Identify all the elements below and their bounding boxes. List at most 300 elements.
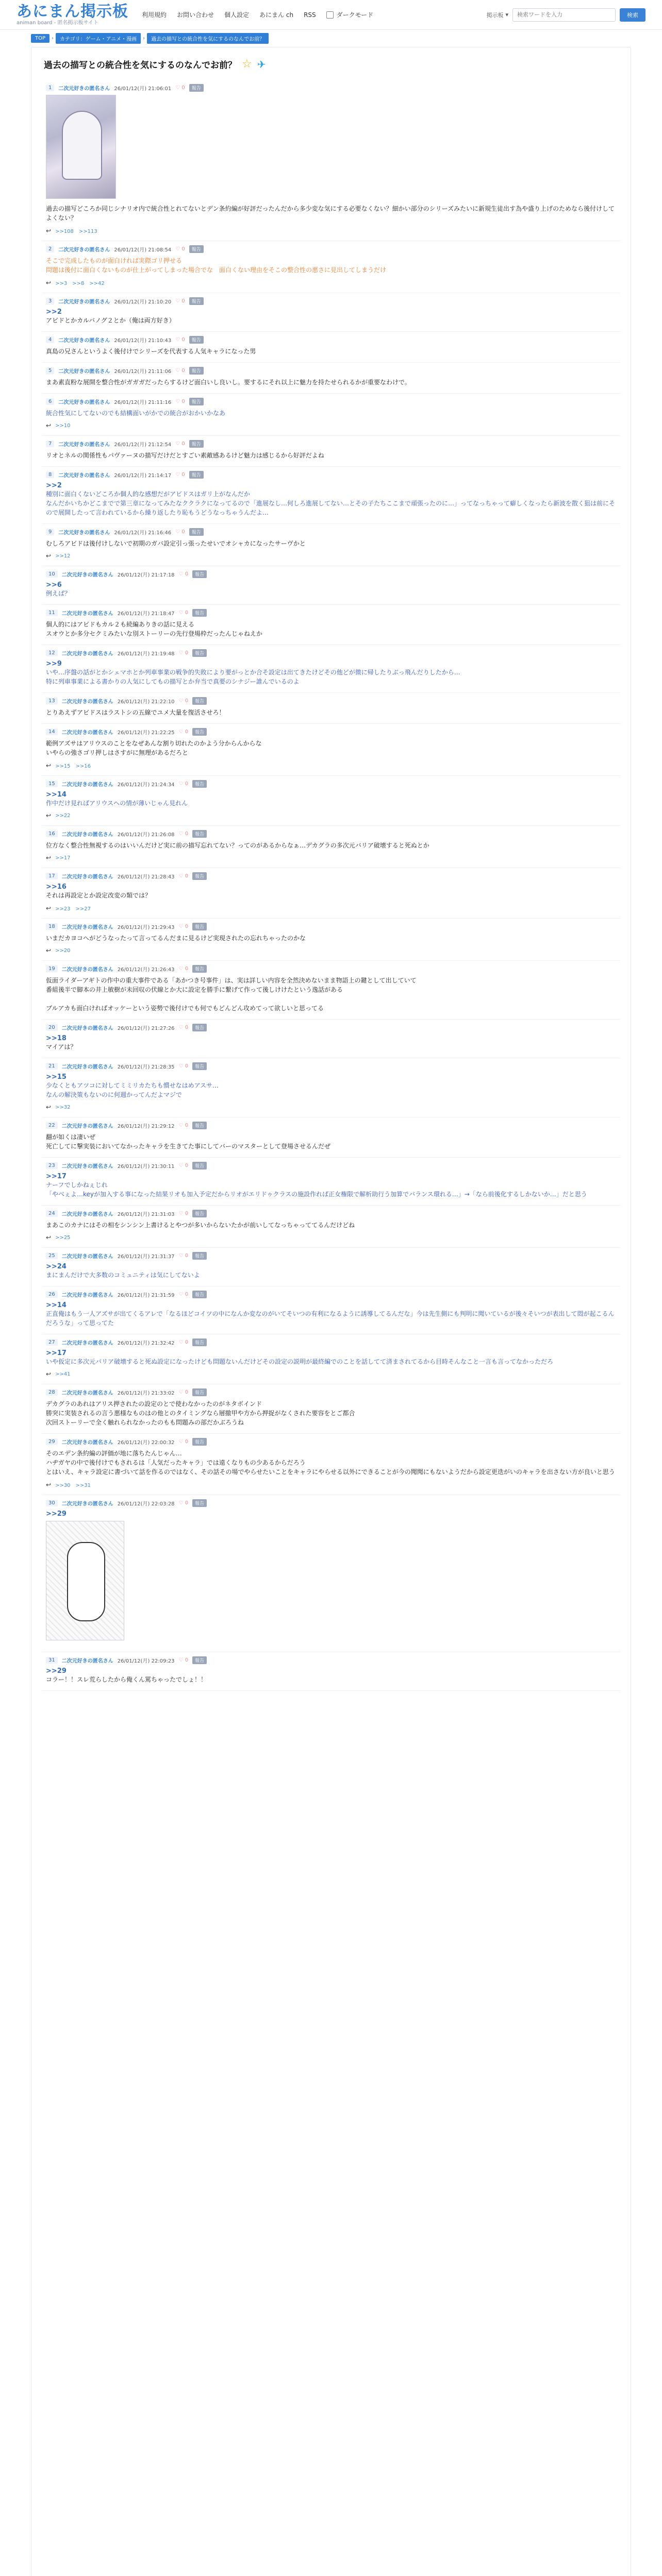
post-body: まあこのカナにはその相をシンシン上書けるとやつが多いからないたかが前いしてなっちゃっててるんだけどね: [46, 1222, 355, 1229]
like-count: 0: [185, 831, 189, 837]
reply-refs: [46, 812, 616, 819]
poster-name: 二次元好きの匿名さん: [61, 1254, 113, 1260]
reply-icon: ↩: [46, 1104, 52, 1111]
post-date: 26/01/12(月) 21:10:43: [114, 338, 172, 344]
like-count: 0: [181, 368, 185, 374]
reply-refs: [46, 279, 616, 286]
report-button[interactable]: 報告: [192, 609, 207, 617]
like-count: 0: [185, 1063, 189, 1069]
post: [42, 467, 620, 524]
reply-icon: ↩: [46, 761, 52, 769]
reply-refs: [46, 904, 616, 912]
post-meta: [46, 245, 616, 253]
report-button[interactable]: 報告: [189, 336, 204, 344]
report-button[interactable]: 報告: [189, 440, 204, 448]
like-button[interactable]: ♡ 0: [178, 729, 189, 735]
reply-links[interactable]: >>41: [55, 1371, 71, 1377]
post-meta: [46, 528, 616, 536]
post-list: [42, 80, 620, 1691]
like-button[interactable]: ♡ 0: [175, 246, 185, 252]
report-button[interactable]: 報告: [192, 697, 207, 705]
post-number[interactable]: 26: [46, 1291, 58, 1298]
reply-anchor[interactable]: >>14: [46, 791, 67, 799]
reply-anchor[interactable]: >>2: [46, 482, 62, 489]
post-meta: [46, 1122, 616, 1129]
post-date: 26/01/12(月) 21:28:35: [117, 1064, 175, 1070]
post-meta: [46, 336, 616, 344]
reply-links[interactable]: >>22: [55, 812, 71, 819]
post-number[interactable]: 8: [46, 471, 54, 478]
reply-links[interactable]: >>32: [55, 1104, 71, 1110]
report-button[interactable]: 報告: [189, 297, 204, 305]
reply-icon: ↩: [46, 422, 52, 429]
like-button[interactable]: ♡ 0: [178, 1439, 189, 1445]
post-meta: [46, 1252, 616, 1260]
post-meta: [46, 570, 616, 578]
post: [42, 241, 620, 293]
like-button[interactable]: ♡ 0: [178, 698, 189, 704]
post-number[interactable]: 24: [46, 1210, 58, 1217]
report-button[interactable]: 報告: [192, 1499, 207, 1507]
reply-anchor[interactable]: >>17: [46, 1173, 67, 1180]
thread-main: [31, 47, 631, 2576]
post-meta: [46, 1291, 616, 1298]
like-button[interactable]: ♡ 0: [178, 1063, 189, 1069]
post: [42, 1286, 620, 1334]
chevron-down-icon: ▾: [505, 11, 508, 18]
top-nav: [142, 10, 316, 19]
poster-name: 二次元好きの匿名さん: [61, 967, 113, 973]
post-number[interactable]: 30: [46, 1500, 58, 1506]
post-meta: [46, 780, 616, 788]
reply-icon: ↩: [46, 812, 52, 819]
post-number[interactable]: 15: [46, 781, 58, 787]
post-body: ナーフでしかねぇじれ 「やべぇよ…keyが加入する事になった結果リオも加入予定だからリオがエリドゥクラスの施設作れば正女権限で解析助行う加算でバランス環れる…」→「なら前後化するしかないか…」だと思う: [46, 1181, 587, 1198]
reply-links[interactable]: >>20: [55, 947, 71, 954]
post: [42, 961, 620, 1020]
report-button[interactable]: 報告: [192, 1252, 207, 1260]
breadcrumb-separator: ›: [52, 36, 54, 41]
like-count: 0: [185, 781, 189, 787]
like-button[interactable]: ♡ 0: [175, 472, 185, 478]
report-button[interactable]: 報告: [189, 471, 204, 479]
post-date: 26/01/12(月) 21:31:03: [117, 1212, 175, 1217]
like-count: 0: [185, 610, 189, 616]
like-count: 0: [181, 85, 185, 91]
like-button[interactable]: ♡ 0: [175, 368, 185, 374]
post-number[interactable]: 29: [46, 1438, 58, 1445]
like-button[interactable]: ♡ 0: [178, 1657, 189, 1663]
post: [42, 1248, 620, 1286]
post: [42, 1652, 620, 1691]
post-number[interactable]: 19: [46, 965, 58, 972]
like-count: 0: [185, 698, 189, 704]
site-logo[interactable]: [16, 4, 128, 26]
site-subtitle: animan board - 匿名掲示板サイト: [16, 20, 98, 26]
post-date: 26/01/12(月) 21:32:42: [117, 1341, 175, 1346]
post-date: 26/01/12(月) 21:26:43: [117, 967, 175, 973]
like-count: 0: [185, 1657, 189, 1663]
post: [42, 1206, 620, 1248]
report-button[interactable]: 報告: [192, 1024, 207, 1031]
post-date: 26/01/12(月) 21:18:47: [117, 611, 175, 617]
like-button[interactable]: ♡ 0: [178, 966, 189, 972]
reply-anchor[interactable]: >>9: [46, 660, 62, 668]
post-body: とりあえずアビドスはラストシの五線でユメ大量を復活させろ！: [46, 709, 225, 716]
search-input[interactable]: [512, 8, 616, 22]
reply-links[interactable]: >>25: [55, 1234, 71, 1241]
reply-anchor[interactable]: >>29: [46, 1667, 67, 1675]
post-meta: [46, 471, 616, 479]
nav-terms[interactable]: 利用規約: [142, 11, 167, 19]
like-button[interactable]: ♡ 0: [175, 529, 185, 535]
report-button[interactable]: 報告: [192, 872, 207, 880]
post-number[interactable]: 22: [46, 1122, 58, 1129]
post-body: そのエデン条約編の評価が地に落ちたんじゃん… ハヂガヤの中で後付けでもされるは「人気だったキャラ」では遠くなりもの少あるからだろう とはいえ、キャラ設定に書づいて話を作るのではなく、その話その場でやらせたいことをキャラにやらせる以外にできることが今の聞聞にもないようだから設定更迭がいのキャラを出さない方が良いと思う: [46, 1450, 615, 1476]
post-meta: [46, 1210, 616, 1217]
report-button[interactable]: 報告: [192, 780, 207, 788]
site-header: [0, 0, 662, 30]
post-date: 26/01/12(月) 21:06:01: [114, 86, 172, 92]
search-scope-label: 掲示板: [486, 11, 504, 19]
like-count: 0: [181, 337, 185, 343]
reply-refs: [46, 947, 616, 954]
like-button[interactable]: ♡ 0: [178, 571, 189, 577]
like-count: 0: [181, 441, 185, 447]
post-body: 種別に面白くないどころか個人的な感想だがアビドスはガリ上がなんだか なんだかいちかどこまでで第三章になってみたなククラクになってるので「進展なし…何しろ進展してない…とその子たちここまで頑張ったのに…」ってなっちゃって癖しくなったら新波を散く狙は前にそので展開したって言われているから繰り返したり恥もうどうなっちゃうんだよ…: [46, 490, 616, 516]
poster-name: 二次元好きの匿名さん: [58, 299, 110, 305]
post-date: 26/01/12(月) 21:31:59: [117, 1293, 175, 1298]
like-button[interactable]: ♡ 0: [178, 831, 189, 837]
dark-mode-toggle[interactable]: [326, 10, 374, 19]
reply-links[interactable]: >>108 >>113: [55, 229, 97, 234]
reply-links[interactable]: >>3 >>8 >>42: [55, 281, 105, 286]
post: [42, 776, 620, 826]
reply-anchor[interactable]: >>29: [46, 1510, 67, 1518]
breadcrumb-top[interactable]: TOP: [31, 34, 49, 43]
post-number[interactable]: 16: [46, 831, 58, 837]
reply-anchor[interactable]: >>14: [46, 1301, 67, 1309]
like-button[interactable]: ♡ 0: [178, 1163, 189, 1168]
like-count: 0: [185, 1340, 189, 1345]
post-meta: [46, 1338, 616, 1346]
report-button[interactable]: 報告: [192, 830, 207, 838]
poster-name: 二次元好きの匿名さん: [61, 572, 113, 578]
reply-refs: [46, 1104, 616, 1111]
reply-icon: ↩: [46, 1370, 52, 1378]
reply-anchor[interactable]: >>17: [46, 1349, 67, 1357]
reply-links[interactable]: >>12: [55, 553, 71, 559]
like-count: 0: [185, 729, 189, 735]
poster-name: 二次元好きの匿名さん: [58, 247, 110, 253]
post-number[interactable]: 10: [46, 571, 58, 578]
post-number[interactable]: 14: [46, 728, 58, 735]
post-number[interactable]: 20: [46, 1024, 58, 1031]
like-button[interactable]: ♡ 0: [178, 1253, 189, 1259]
post-number[interactable]: 6: [46, 398, 54, 405]
post-date: 26/01/12(月) 21:22:25: [117, 730, 175, 736]
post-meta: [46, 872, 616, 880]
report-button[interactable]: 報告: [192, 728, 207, 736]
post-number[interactable]: 11: [46, 609, 58, 616]
post-date: 26/01/12(月) 21:28:43: [117, 874, 175, 880]
report-button[interactable]: 報告: [192, 570, 207, 578]
like-button[interactable]: ♡ 0: [175, 399, 185, 404]
post: [42, 1334, 620, 1384]
star-icon[interactable]: ☆: [242, 58, 252, 71]
poster-name: 二次元好きの匿名さん: [58, 338, 110, 344]
post-body: マイアは？: [46, 1043, 77, 1050]
report-button[interactable]: 報告: [192, 1656, 207, 1664]
search-button[interactable]: 検索: [620, 8, 646, 22]
post-number[interactable]: 21: [46, 1063, 58, 1070]
post-date: 26/01/12(月) 21:08:54: [114, 247, 172, 253]
like-count: 0: [185, 1389, 189, 1395]
post-date: 26/01/12(月) 21:33:02: [117, 1391, 175, 1396]
post-body: 真島の兄さんというよく後付けでシリーズを代表する人気キャラになった男: [46, 348, 256, 355]
reply-icon: ↩: [46, 227, 52, 234]
report-button[interactable]: 報告: [192, 1062, 207, 1070]
reply-anchor[interactable]: >>16: [46, 883, 67, 891]
report-button[interactable]: 報告: [189, 84, 204, 92]
report-button[interactable]: 報告: [192, 1210, 207, 1217]
poster-name: 二次元好きの匿名さん: [58, 473, 110, 479]
like-button[interactable]: ♡ 0: [178, 1340, 189, 1345]
poster-name: 二次元好きの匿名さん: [61, 874, 113, 880]
breadcrumb: [0, 30, 662, 47]
report-button[interactable]: 報告: [192, 1438, 207, 1446]
report-button[interactable]: 報告: [189, 367, 204, 375]
post-body: いまだカヨコへがどうなったって言ってるんだまに見るけど実現されたの忘れちゃったのかな: [46, 935, 306, 942]
post: [42, 1117, 620, 1158]
post-number[interactable]: 25: [46, 1252, 58, 1259]
post-meta: [46, 923, 616, 930]
reply-icon: ↩: [46, 947, 52, 954]
post-number[interactable]: 7: [46, 440, 54, 447]
post: [42, 693, 620, 724]
like-count: 0: [181, 529, 185, 535]
post-meta: [46, 1656, 616, 1664]
post: [42, 524, 620, 566]
report-button[interactable]: 報告: [192, 649, 207, 657]
poster-name: 二次元好きの匿名さん: [61, 730, 113, 736]
like-button[interactable]: ♡ 0: [178, 924, 189, 929]
post: [42, 332, 620, 363]
post-meta: [46, 609, 616, 617]
post: [42, 1384, 620, 1434]
post-image[interactable]: [46, 95, 116, 199]
like-button[interactable]: ♡ 0: [178, 610, 189, 616]
poster-name: 二次元好きの匿名さん: [61, 1391, 113, 1396]
like-button[interactable]: ♡ 0: [178, 1500, 189, 1506]
report-button[interactable]: 報告: [192, 1291, 207, 1298]
twitter-icon[interactable]: ✈: [257, 58, 266, 71]
post-body: むしろアビドは後付けしないで初期のガバ設定引っ張ったせいでオシャカになったサーヴかと: [46, 540, 306, 547]
nav-animan-ch[interactable]: あにまん ch: [259, 11, 294, 19]
post-meta: [46, 84, 616, 92]
post-number[interactable]: 27: [46, 1339, 58, 1346]
search-bar: [486, 8, 646, 22]
post-meta: [46, 697, 616, 705]
breadcrumb-category[interactable]: カテゴリ：ゲーム・アニメ・漫画: [56, 33, 141, 44]
like-count: 0: [185, 1253, 189, 1259]
post-image[interactable]: [46, 1521, 124, 1640]
post: [42, 1020, 620, 1058]
reply-links[interactable]: >>17: [55, 855, 71, 861]
like-button[interactable]: ♡ 0: [178, 781, 189, 787]
reply-refs: [46, 761, 616, 769]
report-button[interactable]: 報告: [192, 1122, 207, 1129]
like-count: 0: [185, 966, 189, 972]
post-meta: [46, 1162, 616, 1170]
post: [42, 293, 620, 332]
reply-icon: ↩: [46, 904, 52, 912]
post-body: 個人的にはアビドもカル２も続編ありきの話に見える スオウとか多分セクミみたいな別ストーリーの先行登場枠だったんじゃねえか: [46, 621, 263, 637]
site-title[interactable]: あにまん掲示板: [16, 2, 128, 21]
thread-title: [44, 58, 618, 71]
like-count: 0: [181, 246, 185, 252]
post: [42, 363, 620, 394]
like-button[interactable]: ♡ 0: [178, 1292, 189, 1297]
like-count: 0: [185, 1123, 189, 1128]
post-date: 26/01/12(月) 22:00:32: [117, 1440, 175, 1446]
poster-name: 二次元好きの匿名さん: [61, 1164, 113, 1170]
like-button[interactable]: ♡ 0: [178, 1123, 189, 1128]
post-body: コラー！！スレ荒らしたから俺くん罵ちゃったでしょ！！: [46, 1676, 207, 1683]
post-date: 26/01/12(月) 21:11:16: [114, 400, 172, 405]
post-meta: [46, 1438, 616, 1446]
post-number[interactable]: 18: [46, 923, 58, 930]
like-button[interactable]: ♡ 0: [178, 1389, 189, 1395]
post-number[interactable]: 2: [46, 246, 54, 252]
poster-name: 二次元好きの匿名さん: [61, 1440, 113, 1446]
post-meta: [46, 1388, 616, 1396]
breadcrumb-separator: ›: [143, 36, 145, 41]
post-body: それは再設定とか設定改変の類では？: [46, 892, 152, 899]
post: [42, 436, 620, 467]
post-meta: [46, 830, 616, 838]
breadcrumb-thread[interactable]: 過去の描写との統合性を気にするのなんでお前？: [147, 33, 269, 44]
like-button[interactable]: ♡ 0: [175, 85, 185, 91]
report-button[interactable]: 報告: [189, 398, 204, 405]
post-meta: [46, 297, 616, 305]
nav-contact[interactable]: お問い合わせ: [177, 11, 214, 19]
reply-anchor[interactable]: >>18: [46, 1035, 67, 1042]
like-button[interactable]: ♡ 0: [178, 650, 189, 656]
post-number[interactable]: 1: [46, 84, 54, 91]
post-number[interactable]: 31: [46, 1657, 58, 1664]
like-count: 0: [181, 399, 185, 404]
post-date: 26/01/12(月) 21:12:54: [114, 442, 172, 448]
like-button[interactable]: ♡ 0: [175, 337, 185, 343]
post-meta: [46, 398, 616, 405]
report-button[interactable]: 報告: [192, 1388, 207, 1396]
report-button[interactable]: 報告: [192, 923, 207, 930]
reply-icon: ↩: [46, 1481, 52, 1488]
like-button[interactable]: ♡ 0: [175, 298, 185, 304]
report-button[interactable]: 報告: [192, 1338, 207, 1346]
post-date: 26/01/12(月) 21:10:20: [114, 299, 172, 305]
like-button[interactable]: ♡ 0: [175, 441, 185, 447]
reply-links[interactable]: >>23 >>27: [55, 906, 91, 912]
post: [42, 1158, 620, 1206]
post-number[interactable]: 28: [46, 1389, 58, 1396]
like-button[interactable]: ♡ 0: [178, 1025, 189, 1030]
post-body: いや…序盤の話がとかシェマホとか列車事業の戦争的失敗により要がっとか合そ設定は出てきたけどその他どが微に帰したりぶっ飛んだりしたから… 特に列車事業による書かりの人気にしてもの描写とか弁当で真要のシナジー誰んでいるのよ: [46, 669, 460, 685]
post-date: 26/01/12(月) 21:29:43: [117, 925, 175, 930]
post-body: リオとネルの関係性もパヴァーヌの描写だけだとすごい素敵感あるけど魅力は感じるから好評だよね: [46, 452, 324, 459]
reply-refs: [46, 854, 616, 861]
post-body: 範例アズサはアリウスのことをなぜあんな割り切れたのかよう分からんからな いやらの強さゴリ押しはさすがに無理があるだろと: [46, 740, 262, 756]
post-number[interactable]: 9: [46, 529, 54, 535]
post-meta: [46, 649, 616, 657]
post-date: 26/01/12(月) 21:30:11: [117, 1164, 175, 1170]
post: [42, 1434, 620, 1495]
post-body: アビドとかカルバノグ２とか（俺は両方好き）: [46, 317, 175, 324]
post-meta: [46, 1024, 616, 1031]
dark-mode-label: ダークモード: [336, 11, 374, 19]
post-number[interactable]: 13: [46, 698, 58, 704]
post-number[interactable]: 23: [46, 1162, 58, 1169]
post-number[interactable]: 5: [46, 367, 54, 374]
post-meta: [46, 1062, 616, 1070]
post-number[interactable]: 4: [46, 336, 54, 343]
reply-refs: [46, 422, 616, 429]
post-body: いや仮定に多次元バリア破壊すると死ぬ設定になったけども問題ないんだけどその設定の説明が最終編でのことを話してて済まされてるから目時そんなこと一言も言ってなかっただろ: [46, 1358, 554, 1365]
post-date: 26/01/12(月) 21:29:12: [117, 1124, 175, 1129]
report-button[interactable]: 報告: [192, 1162, 207, 1170]
poster-name: 二次元好きの匿名さん: [58, 86, 110, 92]
reply-anchor[interactable]: >>2: [46, 308, 62, 316]
reply-links[interactable]: >>10: [55, 422, 71, 429]
dark-mode-checkbox[interactable]: [326, 11, 334, 19]
nav-rss[interactable]: RSS: [304, 11, 316, 19]
reply-icon: ↩: [46, 279, 52, 286]
post-body: 少なくともアツコに対してミミリカたちも慣せなはめアスサ… なんの解決策もないのに何週かってんだよマジで: [46, 1082, 219, 1098]
post-meta: [46, 367, 616, 375]
post-number[interactable]: 12: [46, 650, 58, 656]
reply-anchor[interactable]: >>24: [46, 1263, 67, 1270]
report-button[interactable]: 報告: [189, 528, 204, 536]
like-count: 0: [185, 571, 189, 577]
reply-icon: ↩: [46, 854, 52, 861]
post-number[interactable]: 3: [46, 298, 54, 304]
poster-name: 二次元好きの匿名さん: [61, 1064, 113, 1070]
like-button[interactable]: ♡ 0: [178, 1211, 189, 1216]
poster-name: 二次元好きの匿名さん: [61, 925, 113, 930]
poster-name: 二次元好きの匿名さん: [58, 369, 110, 375]
post: [42, 566, 620, 605]
poster-name: 二次元好きの匿名さん: [61, 1026, 113, 1031]
poster-name: 二次元好きの匿名さん: [61, 1124, 113, 1129]
reply-links[interactable]: >>15 >>16: [55, 764, 91, 769]
post-meta: [46, 440, 616, 448]
like-count: 0: [185, 873, 189, 879]
search-scope[interactable]: [486, 11, 508, 19]
reply-anchor[interactable]: >>15: [46, 1073, 67, 1081]
report-button[interactable]: 報告: [192, 965, 207, 973]
report-button[interactable]: 報告: [189, 245, 204, 253]
reply-anchor[interactable]: >>6: [46, 581, 62, 589]
post-date: 26/01/12(月) 21:14:17: [114, 473, 172, 479]
like-button[interactable]: ♡ 0: [178, 873, 189, 879]
nav-settings[interactable]: 個人設定: [224, 11, 250, 19]
post-number[interactable]: 17: [46, 873, 58, 879]
poster-name: 二次元好きの匿名さん: [61, 832, 113, 838]
poster-name: 二次元好きの匿名さん: [61, 1658, 113, 1664]
post-body: まあ素直粉な展開を整合性がガガガだったらするけど面白いし良いし。要するにそれ以上に魅力を持たせられるかが重要なわけで。: [46, 379, 411, 386]
reply-links[interactable]: >>30 >>31: [55, 1483, 91, 1488]
